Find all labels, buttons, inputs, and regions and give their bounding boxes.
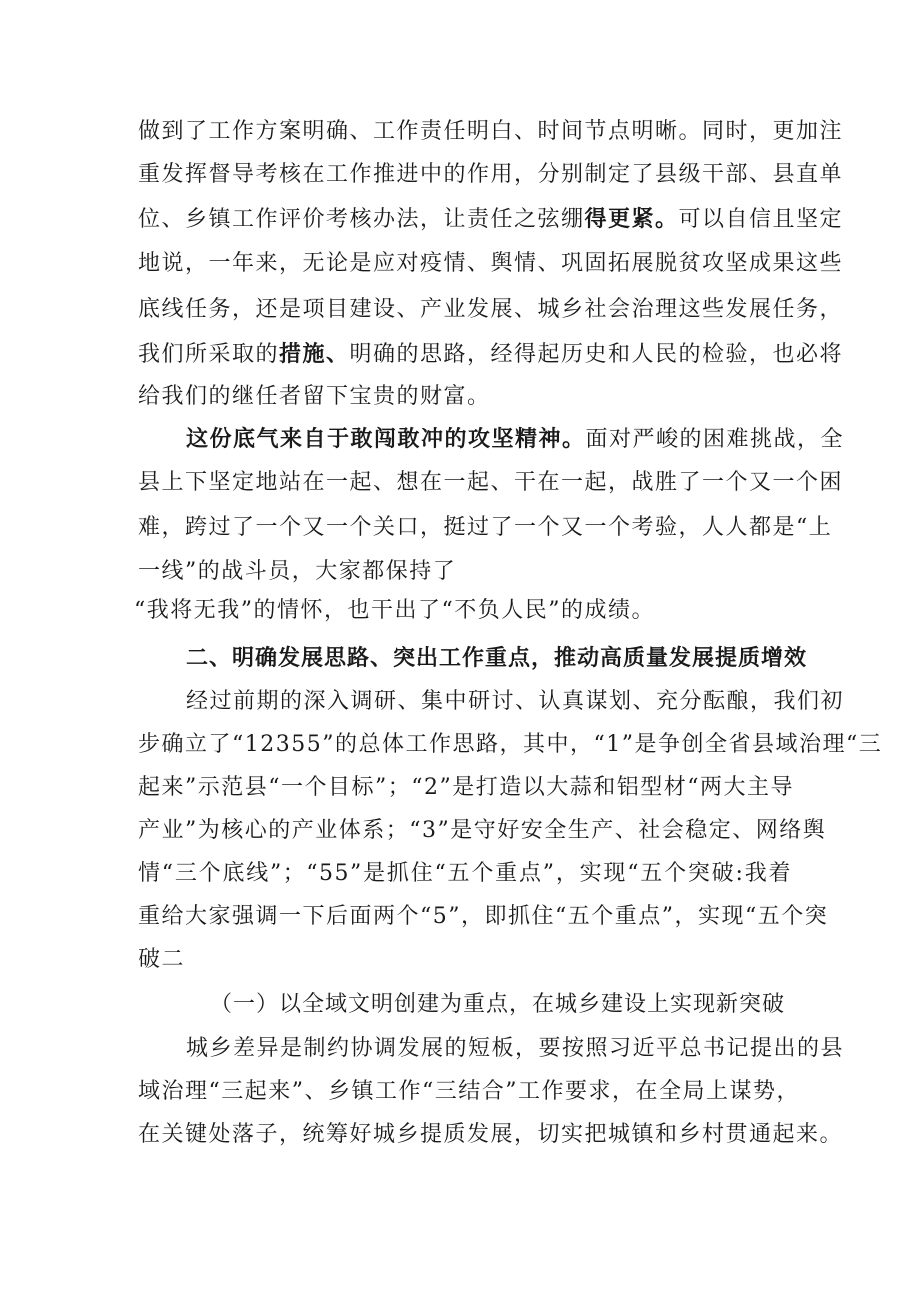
paragraph-1-line-6-text-c: 明确的思路，经得起历史和人民的检验，也必将 [349,342,844,367]
paragraph-2-line-1 [186,424,845,454]
paragraph-4-line-2: 域治理“三起来”、乡镇工作“三结合”工作要求，在全局上谋势， [138,1079,800,1104]
paragraph-3-line-2: 步确立了“12355”的总体工作思路，其中，“1”是争创全省县域治理“三 [138,732,883,757]
paragraph-1-line-7: 给我们的继任者留下宝贵的财富。 [138,384,491,409]
paragraph-2-line-1-text: 面对严峻的困难挑战，全 [585,427,845,452]
paragraph-4-line-3: 在关键处落子，统筹好城乡提质发展，切实把城镇和乡村贯通起来。 [138,1122,844,1147]
paragraph-1-line-3-bold: 得更紧。 [584,206,679,232]
paragraph-3-line-1: 经过前期的深入调研、集中研讨、认真谋划、充分酝酿，我们初 [186,689,845,714]
paragraph-3-line-5: 情“三个底线”；“55”是抓住“五个重点”，实现“五个突破:我着 [138,861,792,886]
paragraph-1-line-6-bold: 措施、 [279,341,350,367]
paragraph-1-line-3-text-c: 可以自信且坚定 [678,207,844,232]
paragraph-4-line-1: 城乡差异是制约协调发展的短板，要按照习近平总书记提出的县 [186,1036,845,1061]
paragraph-1-line-3-text-a: 位、乡镇工作评价考核办法，让责任之弦绷 [138,207,585,232]
paragraph-2-lead-sentence: 这份底气来自于敢闯敢冲的攻坚精神。 [186,426,586,452]
paragraph-1-line-6 [138,339,844,369]
paragraph-3-line-7: 破二 [138,947,186,972]
subsection-heading-1: （一）以全域文明创建为重点，在城乡建设上实现新突破 [210,992,786,1017]
paragraph-3-line-6: 重给大家强调一下后面两个“5”，即抓住“五个重点”，实现“五个突 [138,904,829,929]
paragraph-1-line-3 [138,204,844,234]
paragraph-3-line-4: 产业”为核心的产业体系；“3”是守好安全生产、社会稳定、网络舆 [138,818,827,843]
paragraph-2-line-3: 难，跨过了一个又一个关口，挺过了一个又一个考验，人人都是“上 [138,515,833,540]
paragraph-2-line-4: 一线”的战斗员，大家都保持了 [138,559,457,584]
paragraph-1-line-2: 重发挥督导考核在工作推进中的作用，分别制定了县级干部、县直单 [138,162,844,187]
paragraph-1-line-6-text-a: 我们所采取的 [138,342,280,367]
section-heading-2: 二、明确发展思路、突出工作重点，推动高质量发展提质增效 [186,645,808,671]
paragraph-1-line-5: 底线任务，还是项目建设、产业发展、城乡社会治理这些发展任务， [138,297,844,322]
paragraph-2-line-2: 县上下坚定地站在一起、想在一起、干在一起，战胜了一个又一个困 [138,470,844,495]
paragraph-2-line-5: “我将无我”的情怀，也干出了“不负人民”的成绩。 [134,598,655,623]
paragraph-1-line-1: 做到了工作方案明确、工作责任明白、时间节点明晰。同时，更加注 [138,119,844,144]
paragraph-1-line-4: 地说，一年来，无论是应对疫情、舆情、巩固拓展脱贫攻坚成果这些 [138,251,844,276]
paragraph-3-line-3: 起来”示范县“一个目标”；“2”是打造以大蒜和铝型材“两大主导 [138,775,794,800]
